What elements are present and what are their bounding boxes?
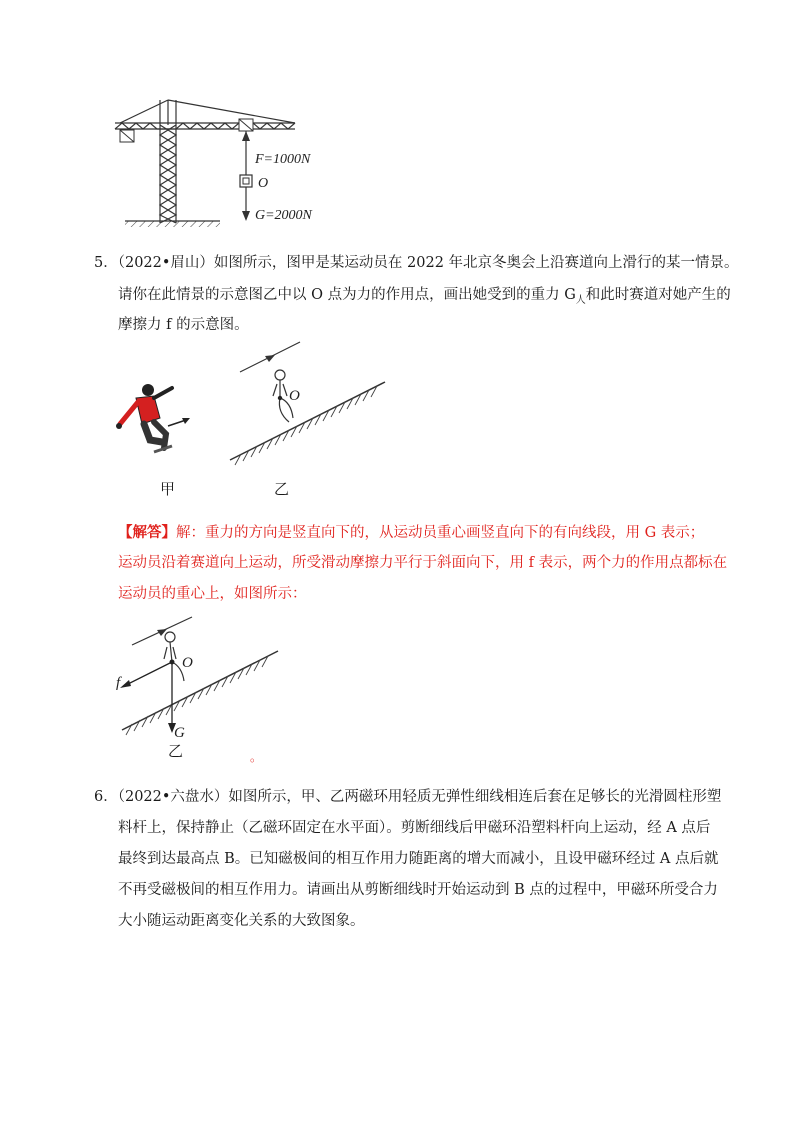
slope-figure (225, 340, 395, 470)
crane-jib (115, 123, 295, 129)
q5-subscript: 人 (575, 294, 586, 306)
fig-a-label: 甲 (160, 480, 176, 498)
slope-point-o: O (289, 388, 300, 404)
answer-figure (110, 615, 290, 760)
q6-line-2: 料杆上，保持静止（乙磁环固定在水平面）。剪断细线后甲磁环沿塑料杆向上运动，经 A 点后 (118, 820, 711, 836)
crane-ground (125, 221, 220, 227)
answer-dot: 。 (250, 750, 263, 764)
q5-line-2 (118, 285, 731, 311)
answer-fig-o: O (182, 655, 193, 671)
q6-line-5: 大小随运动距离变化关系的大致图象。 (118, 913, 365, 929)
q5-line-1: 5．（2022•眉山）如图所示，图甲是某运动员在 2022 年北京冬奥会上沿赛道向上滑行的某一情景。 (94, 255, 739, 271)
q6-line-1: 6．（2022•六盘水）如图所示，甲、乙两磁环用轻质无弹性细线相连后套在足够长的光滑圆柱形塑 (94, 789, 722, 805)
answer-line-3: 运动员的重心上，如图所示： (118, 586, 307, 602)
fig-b-label: 乙 (274, 480, 290, 498)
point-o-label: O (258, 176, 269, 191)
answer-line-1 (118, 523, 704, 543)
q5-line-3: 摩擦力 f 的示意图。 (118, 317, 249, 333)
force-f-label: F=1000N (255, 152, 311, 167)
answer-fig-f: f (116, 675, 121, 691)
q6-line-4: 不再受磁极间的相互作用力。请画出从剪断细线时开始运动到 B 点的过程中，甲磁环所受合力 (118, 882, 718, 898)
q5-line-2a: 请你在此情景的示意图乙中以 O 点为力的作用点，画出她受到的重力 G (118, 287, 576, 303)
answer-fig-g: G (174, 725, 185, 741)
force-g-label: G=2000N (255, 208, 312, 223)
q5-line-2b: 和此时赛道对她产生的 (585, 287, 731, 303)
answer-line-1-text: 解：重力的方向是竖直向下的，从运动员重心画竖直向下的有向线段，用 G 表示； (176, 525, 705, 541)
crane-figure (110, 95, 370, 230)
skier-figure (110, 380, 205, 465)
friction-arrow (120, 680, 131, 688)
force-g-arrow (242, 211, 250, 221)
q6-line-3: 最终到达最高点 B。已知磁极间的相互作用力随距离的增大而减小，且设甲磁环经过 A 点后就 (118, 851, 719, 867)
answer-tag: 【解答】 (118, 524, 176, 541)
answer-line-2: 运动员沿着赛道向上运动，所受滑动摩擦力平行于斜面向下，用 f 表示，两个力的作用点都标在 (118, 555, 728, 571)
answer-fig-label: 乙 (168, 742, 184, 760)
force-f-arrow (242, 131, 250, 141)
